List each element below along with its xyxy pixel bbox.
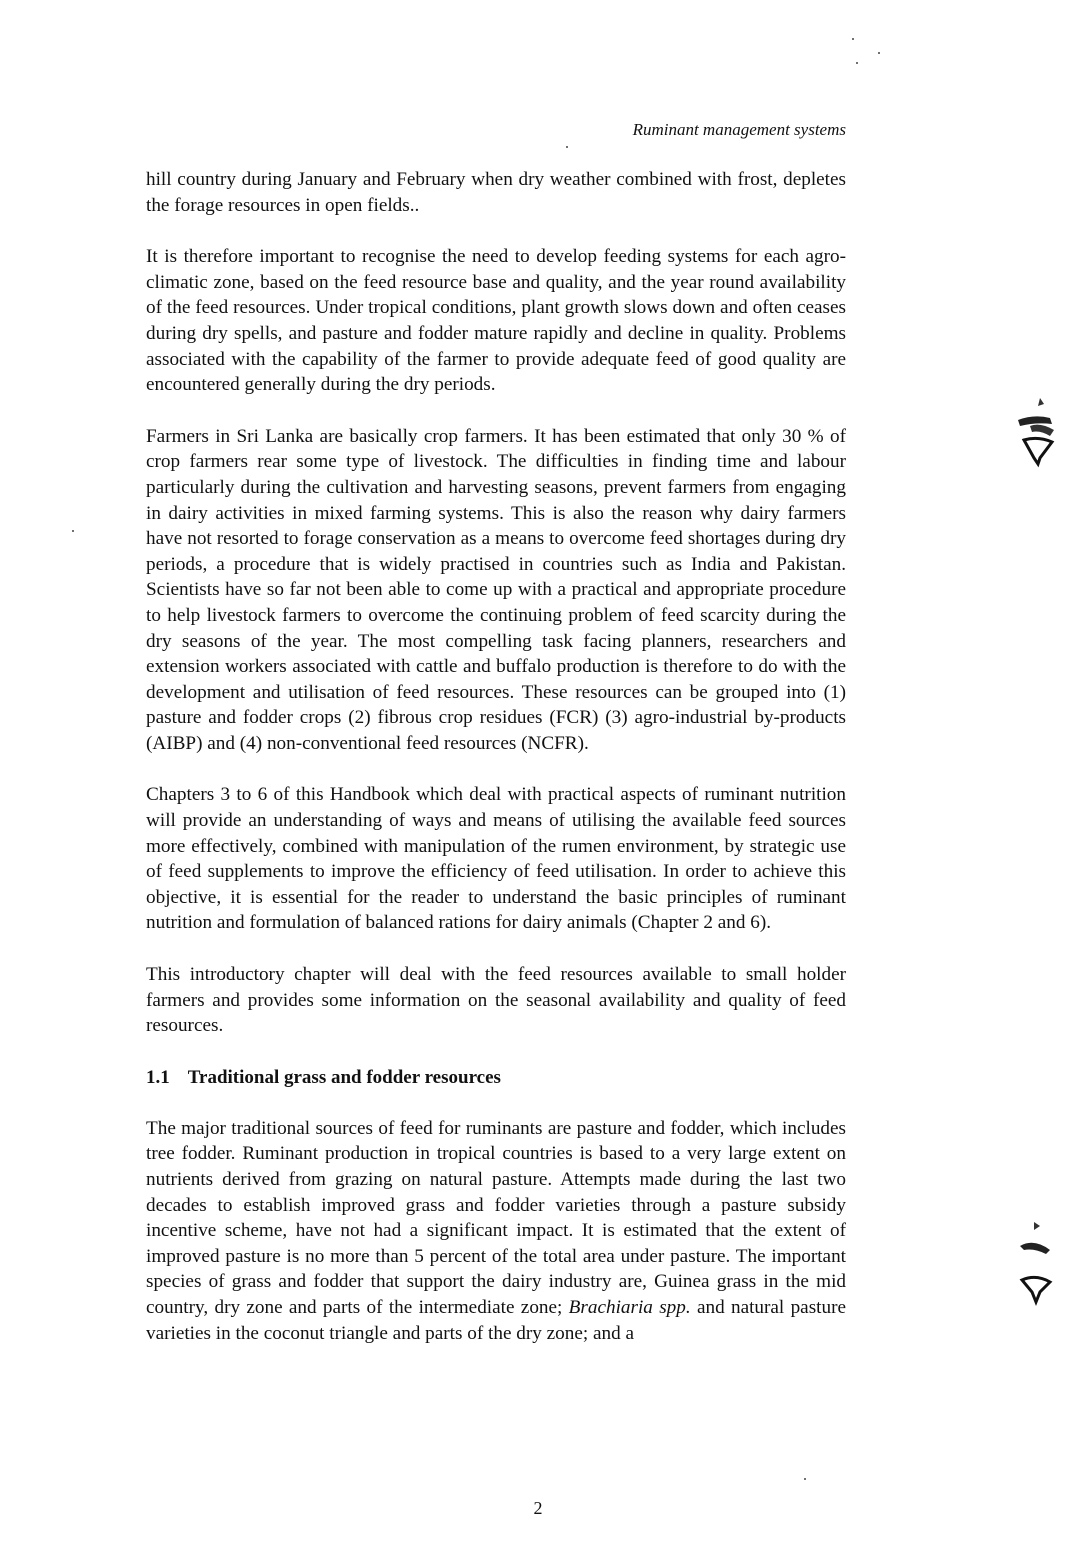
paragraph-introductory-chapter: This introductory chapter will deal with the feed resources available to small holder farmers and provides some information on the seasonal availability and quality of feed resources. [146, 964, 846, 1037]
scan-speck [804, 1478, 806, 1480]
scan-speck [856, 62, 858, 64]
scan-speck [878, 52, 880, 54]
paragraph-text-part-1: The major traditional sources of feed for ruminants are pasture and fodder, which includes tree fodder. Ruminant production in tropical countries is based to a very large extent on nutrients derived from grazing on natural pasture. Attempts made during the last two decades to establish improved grass and fodder varieties through a pasture subsidy incentive scheme, have not had a significant impact. It is estimated that the extent of improved pasture is no more than 5 percent of the total area under pasture. The important species of grass and fodder that support the dairy industry are, Guinea grass in the mid country, dry zone and parts of the intermediate zone; [146, 1117, 846, 1318]
scan-speck [852, 38, 854, 40]
scan-artifact-mark-upper [1010, 396, 1060, 476]
scan-speck [72, 530, 74, 532]
species-name-italic: Brachiaria spp. [568, 1296, 691, 1318]
paragraph-chapters-overview: Chapters 3 to 6 of this Handbook which deal with practical aspects of ruminant nutrition will provide an understanding of ways and means of utilising the available feed sources more effectively, combined with manipulation of the rumen environment, by strategic use of feed supplements to improve the efficiency of feed utilisation. In order to achieve this objective, it is essential for the reader to understand the basic principles of ruminant nutrition and formulation of balanced rations for dairy animals (Chapter 2 and 6). [146, 784, 846, 934]
scan-speck [566, 146, 568, 148]
running-header: Ruminant management systems [632, 120, 846, 139]
paragraph-feeding-systems: It is therefore important to recognise the need to develop feeding systems for each agro-climatic zone, based on the feed resource base and quality, and the year round availability of the feed resources. Under tropical conditions, plant growth slows down and often ceases during dry spells, and pasture and fodder mature rapidly and decline in quality. Problems associated with the capability of the farmer to provide adequate feed of good quality are encountered generally during the dry periods. [146, 246, 846, 396]
page-number: 2 [533, 1498, 543, 1518]
section-number: 1.1 [146, 1066, 170, 1088]
paragraph-traditional-sources [146, 1116, 846, 1346]
section-title: Traditional grass and fodder resources [187, 1066, 501, 1088]
page-body [146, 167, 846, 1372]
section-heading [146, 1065, 846, 1091]
paragraph-crop-farmers: Farmers in Sri Lanka are basically crop farmers. It has been estimated that only 30 % of crop farmers rear some type of livestock. The difficulties in finding time and labour particularly during the cultivation and harvesting seasons, prevent farmers from engaging in dairy activities in mixed farming systems. This is also the reason why dairy farmers have not resorted to forage conservation as a means to overcome feed shortages during dry periods, a procedure that is widely practised in countries such as India and Pakistan. Scientists have so far not been able to come up with a practical and appropriate procedure to help livestock farmers to overcome the continuing problem of feed scarcity during the dry seasons of the year. The most compelling task facing planners, researchers and extension workers associated with cattle and buffalo production is therefore to do with the development and utilisation of feed resources. These resources can be grouped into (1) pasture and fodder crops (2) fibrous crop residues (FCR) (3) agro-industrial by-products (AIBP) and (4) non-conventional feed resources (NCFR). [146, 425, 846, 754]
scan-artifact-mark-lower [1010, 1220, 1060, 1310]
paragraph-continuation: hill country during January and February when dry weather combined with frost, depletes the forage resources in open fields.. [146, 169, 846, 216]
paragraph-text-part-2: and natural pasture varieties in the coconut triangle and parts of the dry zone; and a [146, 1296, 846, 1344]
